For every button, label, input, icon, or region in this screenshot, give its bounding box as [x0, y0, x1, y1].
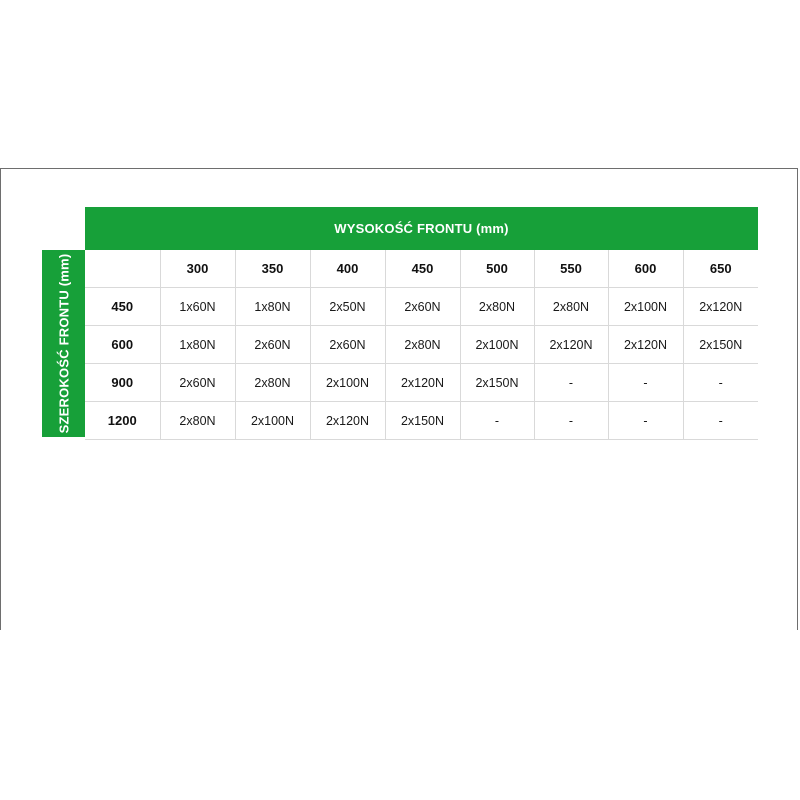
table-cell: 2x120N: [385, 364, 460, 402]
side-band: [42, 250, 85, 437]
column-header: 650: [683, 250, 758, 288]
force-table: [85, 250, 758, 440]
table-cell: 2x100N: [310, 364, 385, 402]
table-cell: 1x60N: [160, 288, 235, 326]
table-cell: 2x80N: [235, 364, 310, 402]
table-cell: 2x100N: [460, 326, 534, 364]
table-cell: 2x100N: [608, 288, 683, 326]
column-header: 600: [608, 250, 683, 288]
column-header: 500: [460, 250, 534, 288]
column-header: 350: [235, 250, 310, 288]
table-row: [85, 326, 758, 364]
table-cell: 2x120N: [310, 402, 385, 440]
table-row: [85, 402, 758, 440]
table-cell: 2x120N: [608, 326, 683, 364]
table-cell: 2x60N: [160, 364, 235, 402]
table-cell: 2x60N: [235, 326, 310, 364]
table-cell: -: [534, 364, 608, 402]
table-cell: 2x60N: [385, 288, 460, 326]
table-cell: 1x80N: [160, 326, 235, 364]
header-band: [85, 207, 758, 250]
row-header: 450: [85, 288, 160, 326]
table-cell: -: [608, 402, 683, 440]
row-header: 1200: [85, 402, 160, 440]
column-axis-title: WYSOKOŚĆ FRONTU (mm): [334, 221, 509, 236]
table-cell: 2x120N: [534, 326, 608, 364]
table-cell: 2x80N: [385, 326, 460, 364]
table-cell: 2x60N: [310, 326, 385, 364]
column-header: 550: [534, 250, 608, 288]
table-row: [85, 288, 758, 326]
table-cell: 2x80N: [534, 288, 608, 326]
table-cell: 2x80N: [460, 288, 534, 326]
column-header: 400: [310, 250, 385, 288]
table-cell: -: [534, 402, 608, 440]
table-row: [85, 364, 758, 402]
column-header: 450: [385, 250, 460, 288]
row-axis-title: SZEROKOŚĆ FRONTU (mm): [56, 253, 72, 434]
table-cell: 2x120N: [683, 288, 758, 326]
table-header-row: [85, 250, 758, 288]
row-header: 900: [85, 364, 160, 402]
column-header: 300: [160, 250, 235, 288]
table-cell: -: [608, 364, 683, 402]
table-cell: 2x80N: [160, 402, 235, 440]
corner-cell: [85, 250, 160, 288]
table-cell: 2x150N: [385, 402, 460, 440]
table-cell: 2x150N: [460, 364, 534, 402]
row-header: 600: [85, 326, 160, 364]
table-cell: 1x80N: [235, 288, 310, 326]
table-cell: 2x50N: [310, 288, 385, 326]
table-cell: 2x150N: [683, 326, 758, 364]
table-cell: -: [683, 364, 758, 402]
table-cell: 2x100N: [235, 402, 310, 440]
table-cell: -: [460, 402, 534, 440]
table-cell: -: [683, 402, 758, 440]
